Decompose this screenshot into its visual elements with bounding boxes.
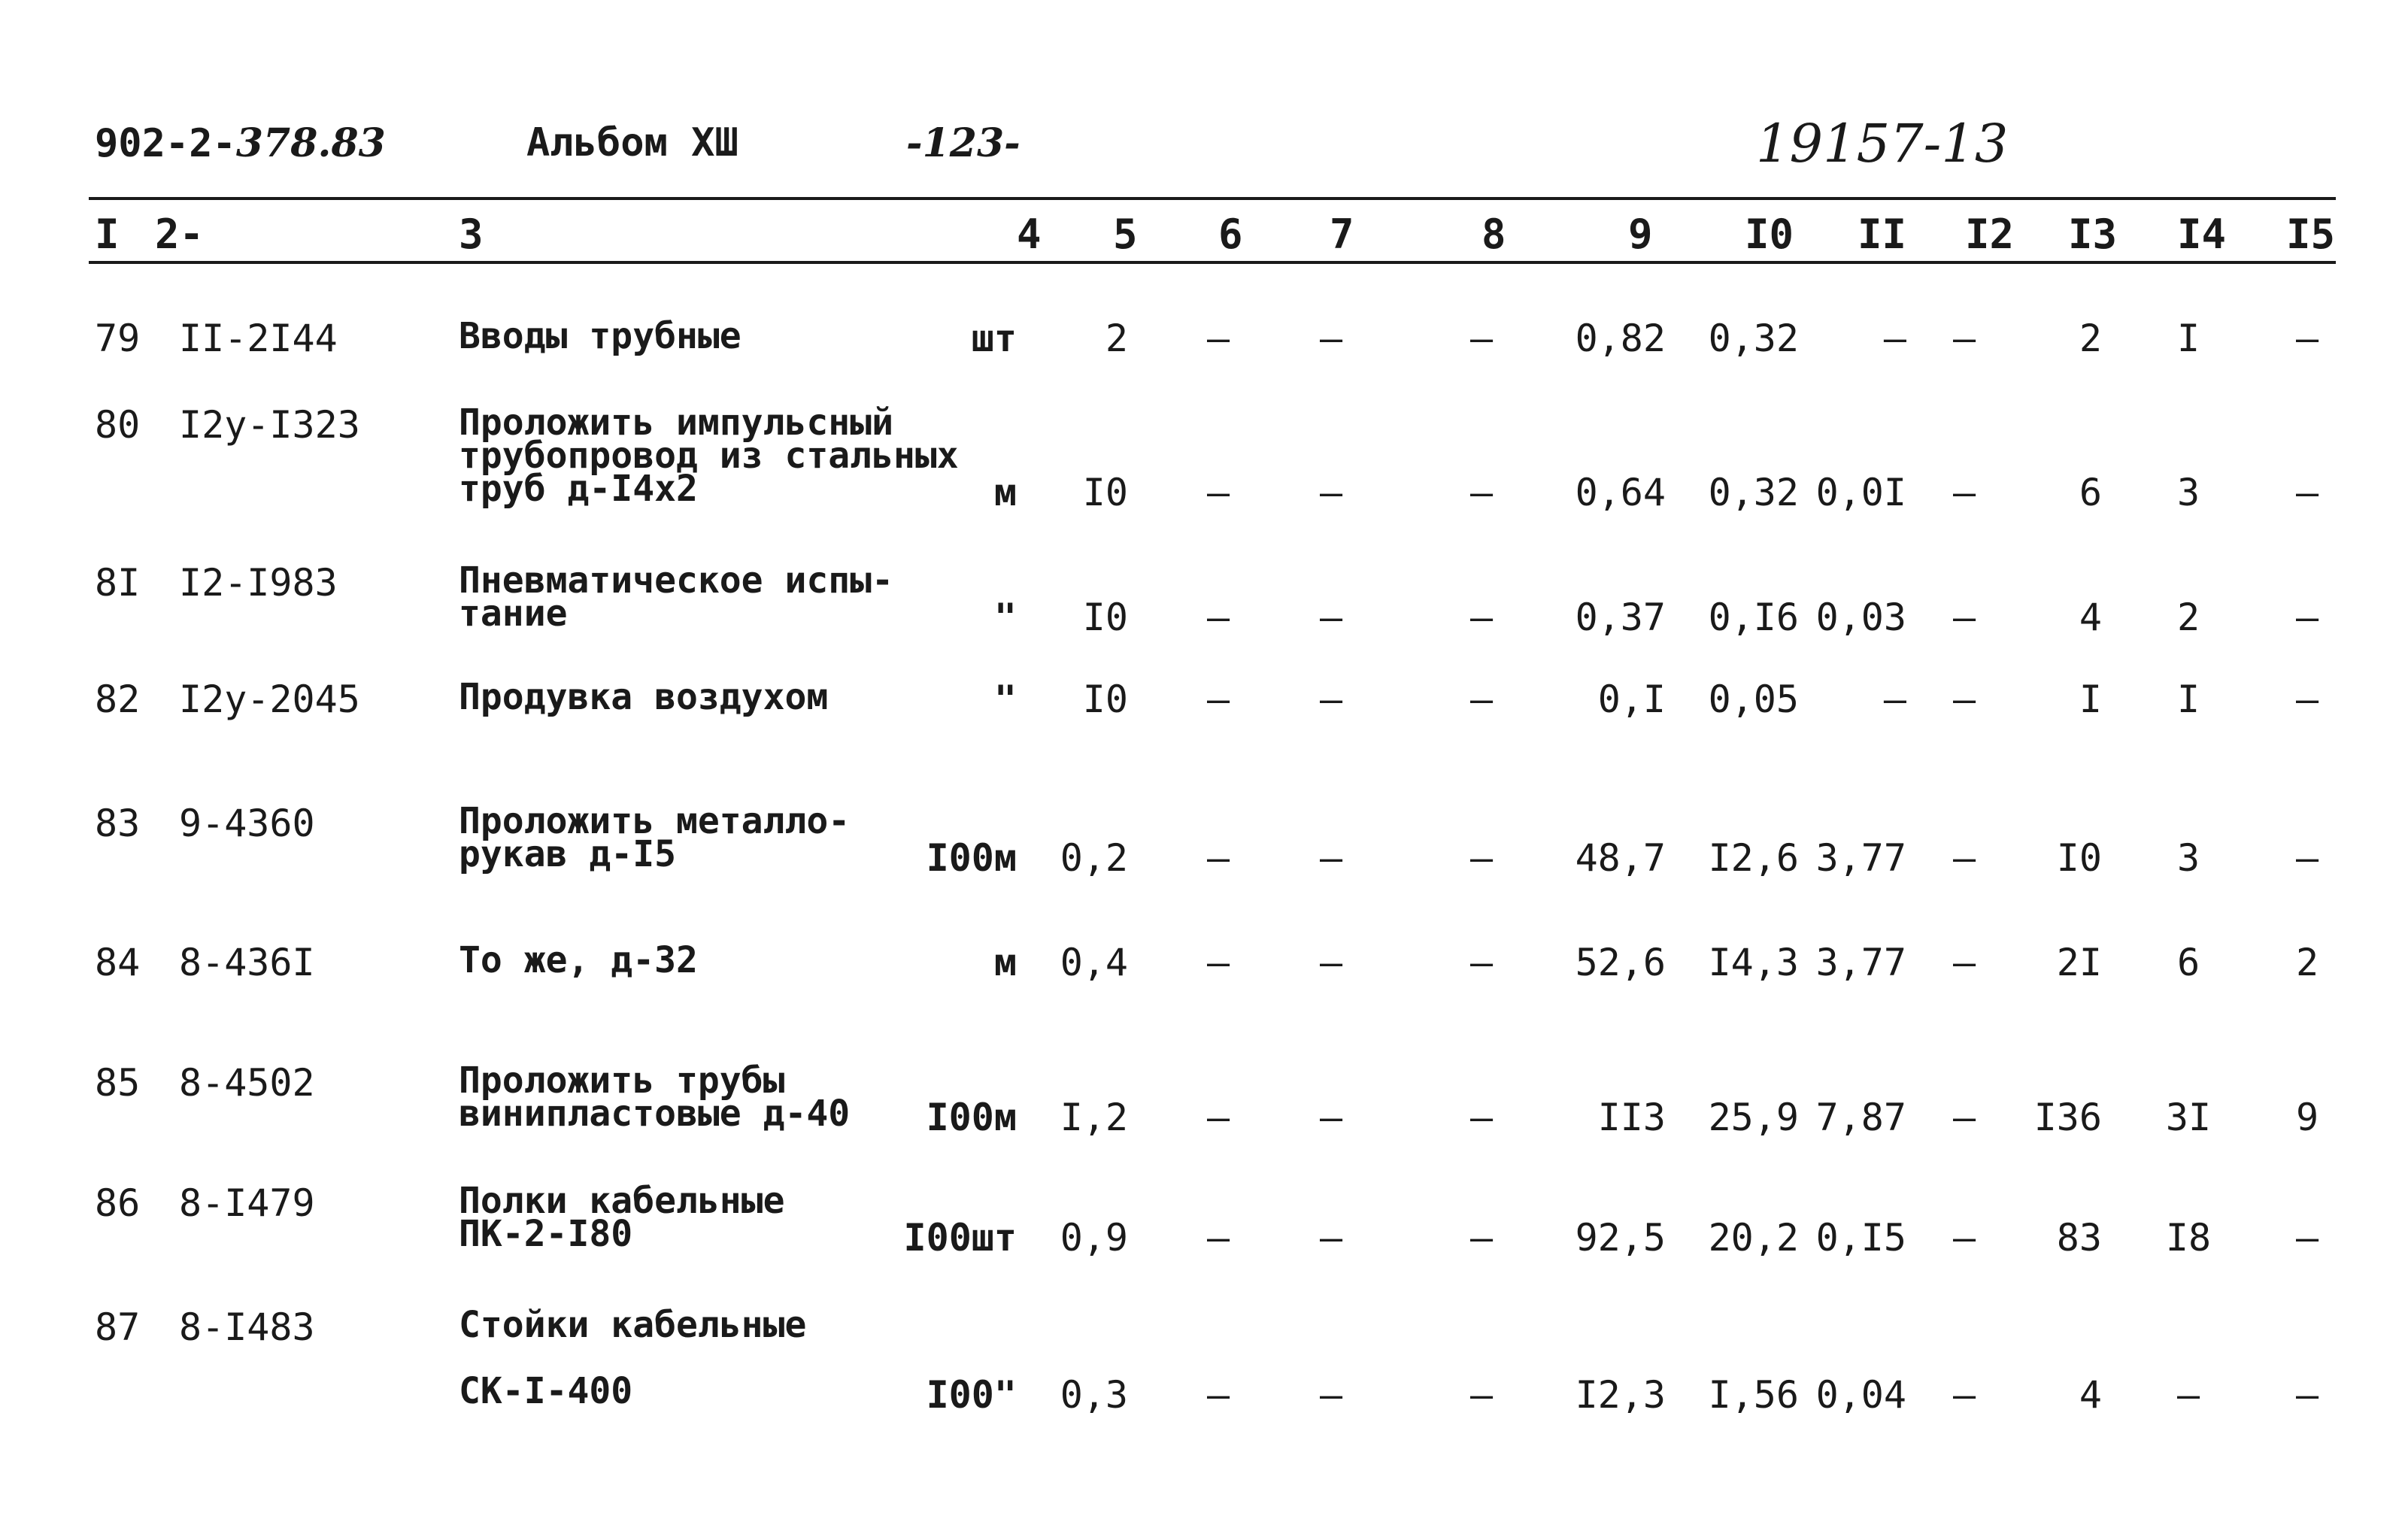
cell-qty: 0,4: [1060, 941, 1128, 984]
cell-c10: 0,I6: [1708, 596, 1799, 639]
work-description-line: труб д-I4х2: [459, 468, 698, 511]
cell-c9: 92,5: [1575, 1216, 1666, 1260]
cell-c12: –: [1952, 1096, 1976, 1139]
cell-c12: –: [1952, 941, 1976, 984]
work-description-line: Стойки кабельные: [459, 1304, 807, 1346]
cell-qty: I,2: [1060, 1096, 1128, 1139]
rate-code: I2у-2045: [179, 678, 360, 721]
cell-c11: 7,87: [1815, 1096, 1906, 1139]
cell-unit: м: [993, 471, 1017, 514]
cell-unit: I00м: [926, 1096, 1017, 1139]
cell-unit: I00шт: [903, 1216, 1017, 1260]
cell-c6: –: [1206, 1373, 1230, 1417]
cell-c10: 0,05: [1708, 678, 1799, 721]
work-description-line: Проложить трубы: [459, 1060, 785, 1102]
cell-c10: I,56: [1708, 1373, 1799, 1417]
work-description-line: рукав д-I5: [459, 833, 676, 876]
column-number-3: 3: [459, 211, 484, 258]
work-description-line: Вводы трубные: [459, 315, 742, 357]
cell-c15: –: [2295, 678, 2319, 721]
page-number: -123-: [906, 120, 1021, 166]
cell-c8: –: [1469, 1096, 1494, 1139]
cell-qty: 2: [1105, 317, 1128, 360]
work-description: [459, 1060, 851, 1135]
cell-c11: 3,77: [1815, 836, 1906, 880]
work-description-line: Продувка воздухом: [459, 676, 829, 718]
row-number: 83: [95, 802, 141, 845]
cell-c9: 52,6: [1575, 941, 1666, 984]
cell-c6: –: [1206, 941, 1230, 984]
cell-c7: –: [1319, 596, 1343, 639]
cell-qty: 0,9: [1060, 1216, 1128, 1260]
cell-c11: 0,04: [1815, 1373, 1906, 1417]
cell-unit: I00м: [926, 836, 1017, 880]
rate-code: 8-I483: [179, 1305, 315, 1349]
cell-c12: –: [1952, 836, 1976, 880]
rate-code: 8-4502: [179, 1061, 315, 1105]
row-number: 84: [95, 941, 141, 984]
cell-c8: –: [1469, 1373, 1494, 1417]
cell-c9: II3: [1597, 1096, 1666, 1139]
cell-c8: –: [1469, 317, 1494, 360]
work-description-line: трубопровод из стальных: [459, 435, 959, 478]
cell-c14: I: [2176, 317, 2200, 360]
cell-c9: 0,64: [1575, 471, 1666, 514]
work-description: [459, 559, 893, 635]
cell-c12: –: [1952, 317, 1976, 360]
work-description-line: Проложить импульсный: [459, 402, 893, 444]
column-number-9: 9: [1628, 211, 1653, 258]
cell-c7: –: [1319, 471, 1343, 514]
cell-c9: 48,7: [1575, 836, 1666, 880]
cell-qty: I0: [1082, 596, 1128, 639]
rate-code: 9-4360: [179, 802, 315, 845]
cell-c10: 0,32: [1708, 317, 1799, 360]
cell-c7: –: [1319, 1096, 1343, 1139]
header-rule-bottom: [89, 261, 2336, 264]
cell-c13: I0: [2056, 836, 2102, 880]
cell-c15: –: [2295, 1373, 2319, 1417]
work-description: [459, 315, 742, 357]
work-description: [459, 402, 959, 511]
work-description-line: винипластовые д-40: [459, 1093, 851, 1135]
column-number-15: I5: [2286, 211, 2336, 258]
cell-c8: –: [1469, 596, 1494, 639]
cell-c12: –: [1952, 1216, 1976, 1260]
column-number-4: 4: [1017, 211, 1042, 258]
work-description-line: То же, д-32: [459, 939, 698, 981]
cell-c6: –: [1206, 678, 1230, 721]
cell-c14: 3: [2176, 836, 2200, 880]
cell-c15: –: [2295, 317, 2319, 360]
row-number: 85: [95, 1061, 141, 1105]
cell-c13: 6: [2079, 471, 2102, 514]
cell-c10: 0,32: [1708, 471, 1799, 514]
cell-c11: –: [1883, 678, 1906, 721]
cell-c11: 0,03: [1815, 596, 1906, 639]
cell-unit: ": [993, 596, 1017, 639]
cell-c8: –: [1469, 471, 1494, 514]
cell-c7: –: [1319, 836, 1343, 880]
cell-qty: I0: [1082, 678, 1128, 721]
column-number-12: I2: [1965, 211, 2015, 258]
cell-c7: –: [1319, 678, 1343, 721]
cell-c9: 0,82: [1575, 317, 1666, 360]
cell-c7: –: [1319, 1373, 1343, 1417]
cell-c6: –: [1206, 471, 1230, 514]
cell-c9: 0,37: [1575, 596, 1666, 639]
work-description-line: тание: [459, 593, 568, 635]
cell-c11: 0,0I: [1815, 471, 1906, 514]
cell-unit: I00": [926, 1373, 1017, 1417]
row-number: 87: [95, 1305, 141, 1349]
cell-c6: –: [1206, 317, 1230, 360]
cell-c7: –: [1319, 941, 1343, 984]
column-number-8: 8: [1481, 211, 1506, 258]
column-number-11: II: [1858, 211, 1907, 258]
work-description: [459, 676, 829, 718]
rate-code: 8-436I: [179, 941, 315, 984]
cell-c14: 3I: [2165, 1096, 2212, 1139]
cell-c9: I2,3: [1575, 1373, 1666, 1417]
cell-c10: I4,3: [1708, 941, 1799, 984]
work-description: [459, 800, 851, 876]
cell-c6: –: [1206, 1216, 1230, 1260]
cell-c13: 4: [2079, 1373, 2102, 1417]
cell-c14: –: [2176, 1373, 2200, 1417]
cell-c13: I36: [2033, 1096, 2102, 1139]
cell-c10: 20,2: [1708, 1216, 1799, 1260]
cell-c7: –: [1319, 317, 1343, 360]
cell-c12: –: [1952, 678, 1976, 721]
cell-unit: м: [993, 941, 1017, 984]
column-number-10: I0: [1745, 211, 1794, 258]
cell-c8: –: [1469, 836, 1494, 880]
cell-c11: –: [1883, 317, 1906, 360]
rate-code: II-2I44: [179, 317, 338, 360]
rate-code: 8-I479: [179, 1181, 315, 1225]
cell-qty: 0,3: [1060, 1373, 1128, 1417]
cell-c8: –: [1469, 941, 1494, 984]
header-rule-top: [89, 197, 2336, 200]
cell-c6: –: [1206, 836, 1230, 880]
cell-c13: 4: [2079, 596, 2102, 639]
column-number-13: I3: [2068, 211, 2118, 258]
work-description-line: СК-I-400: [459, 1370, 633, 1413]
column-number-5: 5: [1113, 211, 1138, 258]
row-number: 8I: [95, 561, 141, 605]
row-number: 86: [95, 1181, 141, 1225]
cell-c15: –: [2295, 471, 2319, 514]
cell-c9: 0,I: [1597, 678, 1666, 721]
cell-c8: –: [1469, 1216, 1494, 1260]
cell-c6: –: [1206, 596, 1230, 639]
cell-c10: I2,6: [1708, 836, 1799, 880]
column-number-7: 7: [1330, 211, 1354, 258]
cell-c14: 6: [2176, 941, 2200, 984]
cell-c13: 2I: [2056, 941, 2102, 984]
row-number: 82: [95, 678, 141, 721]
cell-c14: 2: [2176, 596, 2200, 639]
cell-c15: –: [2295, 836, 2319, 880]
cell-c14: I: [2176, 678, 2200, 721]
cell-c12: –: [1952, 1373, 1976, 1417]
column-number-2: 2-: [155, 211, 205, 258]
work-description: [459, 939, 698, 981]
cell-c12: –: [1952, 596, 1976, 639]
work-description-line: Полки кабельные: [459, 1180, 785, 1222]
work-description-line: ПК-2-I80: [459, 1213, 633, 1256]
cell-c15: –: [2295, 1216, 2319, 1260]
cell-c13: 2: [2079, 317, 2102, 360]
cell-qty: 0,2: [1060, 836, 1128, 880]
cell-c10: 25,9: [1708, 1096, 1799, 1139]
cell-c14: 3: [2176, 471, 2200, 514]
cell-qty: I0: [1082, 471, 1128, 514]
work-description: [459, 1304, 807, 1413]
cell-c11: 0,I5: [1815, 1216, 1906, 1260]
cell-unit: шт: [971, 317, 1017, 360]
cell-c13: I: [2079, 678, 2102, 721]
cell-c12: –: [1952, 471, 1976, 514]
album-label: Альбом ХШ: [526, 120, 738, 165]
cell-c8: –: [1469, 678, 1494, 721]
document-code-suffix: 378.83: [235, 120, 386, 166]
cell-unit: ": [993, 678, 1017, 721]
cell-c6: –: [1206, 1096, 1230, 1139]
cell-c14: I8: [2165, 1216, 2212, 1260]
cell-c15: –: [2295, 596, 2319, 639]
document-code-prefix: 902-2-: [95, 121, 236, 166]
document-code: [95, 120, 386, 166]
row-number: 80: [95, 403, 141, 447]
work-description: [459, 1180, 785, 1256]
work-description-line: Проложить металло-: [459, 800, 851, 842]
column-number-14: I4: [2177, 211, 2227, 258]
column-number-1: I: [95, 211, 120, 258]
sheet-number: 19157-13: [1756, 113, 2009, 174]
cell-c7: –: [1319, 1216, 1343, 1260]
rate-code: I2у-I323: [179, 403, 360, 447]
work-description-line: Пневматическое испы-: [459, 559, 893, 602]
rate-code: I2-I983: [179, 561, 338, 605]
cell-c13: 83: [2056, 1216, 2102, 1260]
column-number-6: 6: [1218, 211, 1243, 258]
cell-c15: 2: [2295, 941, 2319, 984]
cell-c15: 9: [2295, 1096, 2319, 1139]
cell-c11: 3,77: [1815, 941, 1906, 984]
row-number: 79: [95, 317, 141, 360]
